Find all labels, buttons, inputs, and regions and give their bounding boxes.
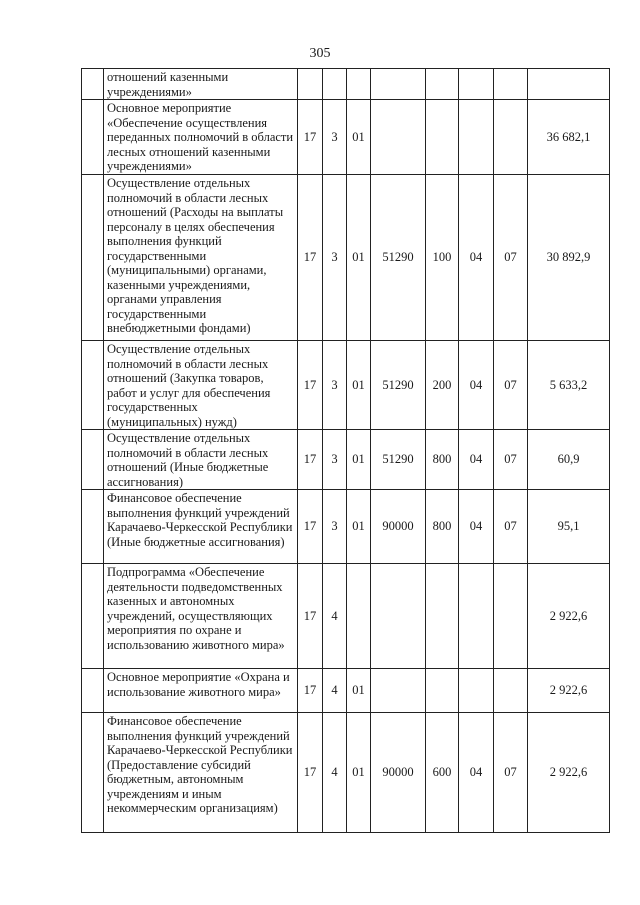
index-cell	[82, 341, 104, 430]
code-cell	[371, 100, 426, 175]
code-cell	[371, 69, 426, 100]
code-cell: 04	[459, 175, 494, 341]
amount-cell: 2 922,6	[528, 713, 610, 833]
budget-table	[81, 68, 610, 833]
code-cell	[426, 564, 459, 669]
code-cell: 17	[298, 713, 323, 833]
index-cell	[82, 69, 104, 100]
code-cell: 600	[426, 713, 459, 833]
code-cell: 17	[298, 100, 323, 175]
code-cell: 3	[323, 100, 347, 175]
code-cell: 3	[323, 490, 347, 564]
code-cell	[459, 669, 494, 713]
index-cell	[82, 564, 104, 669]
code-cell	[371, 564, 426, 669]
code-cell: 01	[347, 341, 371, 430]
code-cell: 01	[347, 100, 371, 175]
code-cell	[494, 669, 528, 713]
code-cell: 17	[298, 341, 323, 430]
code-cell: 200	[426, 341, 459, 430]
amount-cell: 60,9	[528, 430, 610, 490]
description-cell: Основное мероприятие «Обеспечение осуществления переданных полномочий в области лесных отношений казенными учреждениями»	[104, 100, 298, 175]
code-cell	[459, 100, 494, 175]
code-cell: 17	[298, 564, 323, 669]
code-cell	[298, 69, 323, 100]
code-cell: 01	[347, 713, 371, 833]
description-cell: Осуществление отдельных полномочий в области лесных отношений (Иные бюджетные ассигнования)	[104, 430, 298, 490]
table-row	[82, 69, 610, 100]
code-cell: 4	[323, 713, 347, 833]
code-cell: 17	[298, 669, 323, 713]
index-cell	[82, 100, 104, 175]
amount-cell: 2 922,6	[528, 669, 610, 713]
index-cell	[82, 430, 104, 490]
description-cell: Финансовое обеспечение выполнения функций учреждений Карачаево-Черкесской Республики (Предоставление субсидий бюджетным, автономным учреждениям и иным некоммерческим организациям)	[104, 713, 298, 833]
index-cell	[82, 713, 104, 833]
index-cell	[82, 669, 104, 713]
code-cell: 3	[323, 430, 347, 490]
index-cell	[82, 175, 104, 341]
code-cell	[426, 669, 459, 713]
code-cell: 51290	[371, 175, 426, 341]
page-number: 305	[309, 46, 331, 61]
code-cell	[426, 100, 459, 175]
code-cell: 800	[426, 430, 459, 490]
code-cell: 07	[494, 341, 528, 430]
code-cell: 04	[459, 430, 494, 490]
table-row	[82, 100, 610, 175]
code-cell: 01	[347, 669, 371, 713]
table-row	[82, 175, 610, 341]
code-cell	[347, 564, 371, 669]
code-cell: 07	[494, 713, 528, 833]
code-cell: 17	[298, 175, 323, 341]
code-cell: 100	[426, 175, 459, 341]
table-row	[82, 430, 610, 490]
amount-cell: 36 682,1	[528, 100, 610, 175]
table-row	[82, 713, 610, 833]
code-cell: 17	[298, 430, 323, 490]
index-cell	[82, 490, 104, 564]
code-cell	[459, 69, 494, 100]
code-cell: 3	[323, 175, 347, 341]
code-cell: 04	[459, 713, 494, 833]
code-cell: 04	[459, 341, 494, 430]
description-cell: Подпрограмма «Обеспечение деятельности подведомственных казенных и автономных учреждений, осуществляющих мероприятия по охране и использованию животного мира»	[104, 564, 298, 669]
code-cell: 4	[323, 564, 347, 669]
table-row	[82, 490, 610, 564]
code-cell: 07	[494, 490, 528, 564]
code-cell	[459, 564, 494, 669]
code-cell: 01	[347, 430, 371, 490]
amount-cell: 2 922,6	[528, 564, 610, 669]
code-cell: 51290	[371, 341, 426, 430]
code-cell: 90000	[371, 713, 426, 833]
code-cell: 90000	[371, 490, 426, 564]
code-cell: 07	[494, 430, 528, 490]
code-cell	[494, 69, 528, 100]
table-row	[82, 341, 610, 430]
description-cell: Осуществление отдельных полномочий в области лесных отношений (Закупка товаров, работ и услуг для обеспечения государственных (муниципальных) нужд)	[104, 341, 298, 430]
code-cell	[347, 69, 371, 100]
code-cell	[371, 669, 426, 713]
code-cell	[494, 100, 528, 175]
code-cell: 01	[347, 490, 371, 564]
code-cell	[323, 69, 347, 100]
description-cell: отношений казенными учреждениями»	[104, 69, 298, 100]
code-cell: 51290	[371, 430, 426, 490]
code-cell: 800	[426, 490, 459, 564]
code-cell: 04	[459, 490, 494, 564]
code-cell: 4	[323, 669, 347, 713]
table-row	[82, 669, 610, 713]
code-cell: 07	[494, 175, 528, 341]
table-row	[82, 564, 610, 669]
code-cell: 3	[323, 341, 347, 430]
amount-cell: 30 892,9	[528, 175, 610, 341]
description-cell: Осуществление отдельных полномочий в области лесных отношений (Расходы на выплаты персоналу в целях обеспечения выполнения функций государственными (муниципальными) органами, казенными учреждениями, органами управления государственными внебюджетными фондами)	[104, 175, 298, 341]
amount-cell: 95,1	[528, 490, 610, 564]
description-cell: Основное мероприятие «Охрана и использование животного мира»	[104, 669, 298, 713]
amount-cell	[528, 69, 610, 100]
description-cell: Финансовое обеспечение выполнения функций учреждений Карачаево-Черкесской Республики (Иные бюджетные ассигнования)	[104, 490, 298, 564]
code-cell	[494, 564, 528, 669]
code-cell: 17	[298, 490, 323, 564]
amount-cell: 5 633,2	[528, 341, 610, 430]
code-cell: 01	[347, 175, 371, 341]
code-cell	[426, 69, 459, 100]
